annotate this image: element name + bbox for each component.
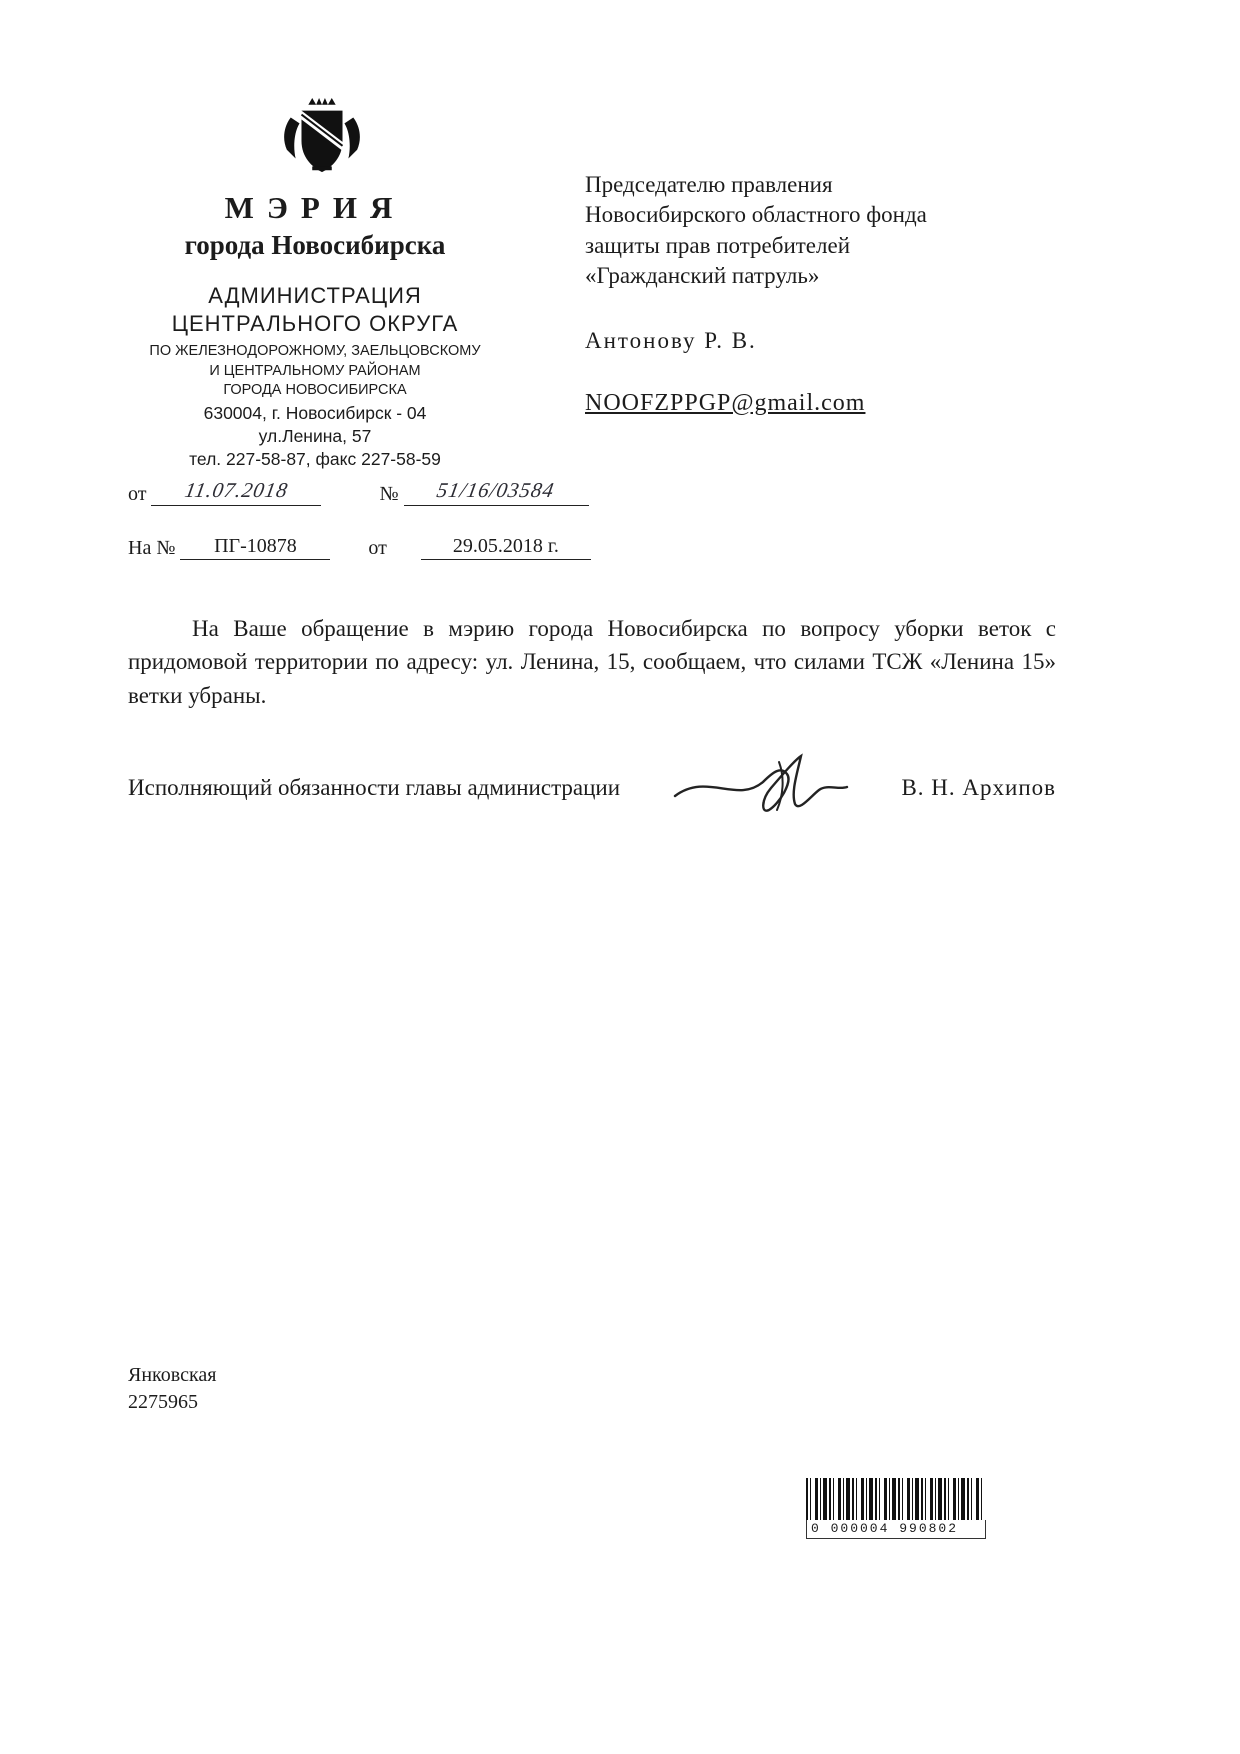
reply-reference-line (128, 536, 591, 560)
reply-label: На № (128, 537, 176, 559)
reply-number-blank (180, 536, 330, 560)
signer-name: В. Н. Архипов (901, 775, 1056, 800)
outgoing-date-value: 11.07.2018 (182, 478, 291, 502)
address-line1: 630004, г. Новосибирск - 04 (203, 403, 427, 423)
executor-name: Янковская (128, 1364, 217, 1386)
org-title-line2: города Новосибирска (184, 230, 446, 260)
outgoing-reference-line (128, 480, 589, 506)
recipient-line2: Новосибирского областного фонда (585, 202, 927, 228)
admin-line2: ЦЕНТРАЛЬНОГО ОКРУГА (171, 310, 459, 336)
recipient-name: Антонову Р. В. (585, 328, 757, 353)
barcode-digits: 0 000004 990802 (806, 1520, 986, 1539)
executor-phone: 2275965 (128, 1391, 198, 1413)
letter-body-paragraph: На Ваше обращение в мэрию города Новосибирска по вопросу уборки веток с придомовой территории по адресу: ул. Ленина, 15, сообщаем, что силами ТСЖ «Ленина 15» ветки убраны. (128, 616, 1056, 708)
recipient-line3: защиты прав потребителей (585, 232, 851, 258)
reply-date-value: 29.05.2018 г. (452, 535, 559, 557)
novosibirsk-coat-of-arms-icon (272, 96, 372, 180)
admin-line1: АДМИНИСТРАЦИЯ (208, 283, 422, 308)
outgoing-number-value: 51/16/03584 (435, 478, 557, 502)
org-title (70, 190, 560, 261)
districts-line2: И ЦЕНТРАЛЬНОМУ РАЙОНАМ (209, 362, 421, 379)
outgoing-number-blank (404, 480, 589, 506)
outgoing-date-blank (151, 480, 321, 506)
phone-line: тел. 227-58-87, факс 227-58-59 (189, 448, 441, 469)
executor-block (128, 1362, 216, 1416)
signature-graphic (671, 752, 851, 824)
address-line2: ул.Ленина, 57 (258, 425, 372, 446)
org-title-line1: МЭРИЯ (224, 190, 406, 225)
barcode-block (806, 1478, 986, 1539)
address-block (70, 402, 560, 470)
signature-row (128, 752, 1056, 824)
barcode-icon (806, 1478, 982, 1520)
reply-date-blank (421, 536, 591, 560)
reply-number-value: ПГ-10878 (214, 535, 297, 557)
recipient-block (585, 170, 1065, 291)
districts-block (70, 342, 560, 401)
districts-line3: ГОРОДА НОВОСИБИРСКА (223, 382, 407, 399)
recipient-line1: Председателю правления (585, 172, 833, 197)
recipient-line4: «Гражданский патруль» (585, 263, 820, 289)
admin-block (70, 282, 560, 337)
signer-position: Исполняющий обязанности главы администрации (128, 775, 621, 800)
recipient-email: NOOFZPPGP@gmail.com (585, 390, 866, 416)
reply-from-label: от (368, 537, 387, 559)
from-label: от (128, 483, 147, 505)
districts-line1: ПО ЖЕЛЕЗНОДОРОЖНОМУ, ЗАЕЛЬЦОВСКОМУ (149, 343, 481, 359)
number-label: № (379, 483, 399, 505)
